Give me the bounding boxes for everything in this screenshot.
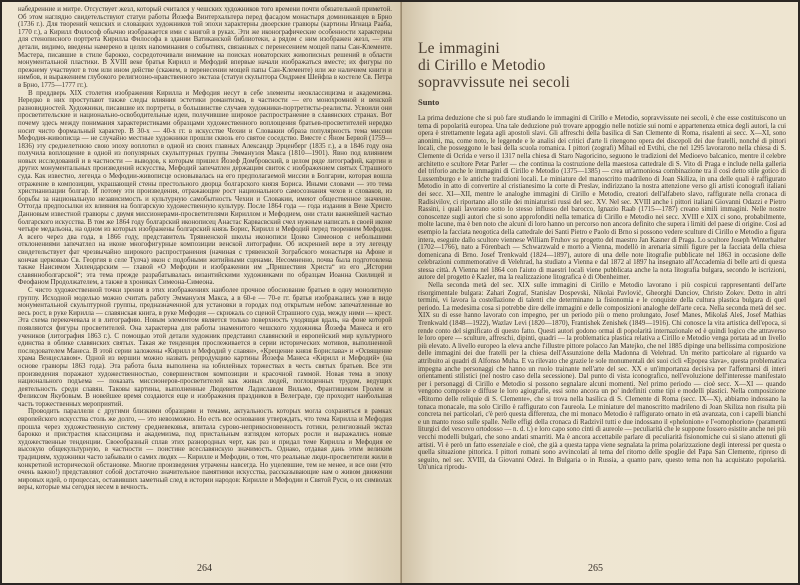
right-paragraph-2: Nella seconda metà del sec. XIX sulle immagini di Cirillo e Metodio lavorano i più cospicui rappresentanti dell'arte risorgimentale bulgara: Zahari Zograf, Stanislav Dospevski, Nikolai Pavlović, Gheorghi Danciov, Christo Zokev. Detto in altri termini, vi lavora la costellazione di talenti che determinano la fisionomia e le conquiste della cultura plastica bulgara di quel periodo. La medesima cosa si potrebbe dire delle immagini e delle composizioni analoghe dell'arte ceca. Nella seconda metà del sec. XIX su di esse hanno lavorato con impegno, per un periodo più o meno prolungato, Josef Manes, Mikolaš Aleš, Josef Mathias Trenkwald (1848—1922), Wazlav Levi (1820—1870), Frantishek Zenishek (1849—1916). Chi conosce la vita artistica dell'epoca, si rende conto del significato di questo fatto. Questi autori godono ormai di popolarità internazionale ed è quindi logico che attraverso le loro opere — sculture, affreschi, dipinti, quadri — la problematica plastica relativa a Cirillo e Metodio venga portata ad un livello più elevato. A livello europeo la eleva anche l'illustre pittore polacco Jan Matejko, che nel 1885 dipinge una bellissima composizione delle immagini dei due fratelli per la chiesa dell'Assunzione della Madonna di Velehrad. Un merito particolare al riguardo va attribuito ai quadri di Alfonso Muha. E va rilevato che grazie le sole monumentali dei suoi cicli «Epopea slava», questa problematica impegna anche personaggi che hanno un ruolo trainante nell'arte del sec. XX e un'importanza decisiva per l'affermarsi di interi orientamenti stilistici (nel nostro caso della secessione). Dal punto di vista iconografico, nell'evoluzione dell'interesse manifestato per i personaggi di Cirillo e Metodio si possono segnalare alcuni momenti. Nel primo periodo — cioè secc. X—XI — quando vengono composte e diffuse le loro agiografie, essi sono ancora un po' indefiniti come tipi e modelli plastici. Nella composizione «Ritorno delle reliquie di S. Clemente», che si trova nella basilica di S. Clemente di Roma (secc. IX—X), abbiamo indossano la tonaca monacale, ma solo Cirillo è raffigurato con l'aureola. Le miniature del manoscritto madrileno di Joan Skiliza non risulta più concreta nei particolari, c'è però questa differenza, che mi monaco Metodio è raffigurato ornato in età avanzata, con i capelli bianchi e un manto rosso sulle spalle. Nelle effigi della cronaca di Radzivil tutti e due indossano il «phelonion» e l'«omophorion» (paramenti liturgici del vescovo ortodosso — n. d. t.) e loro capo sono cinti di aureole — peculiarità che le suppone fossero esistite anche nei più vecchi modelli bulgari, che sono andati smarriti. Ma è ancora accettabile parlare di peculiarità fisionomiche cui si siano attenuti gli artisti. Vi è però un fatto essenziale e cioè, che già a questa tappa viene segnalata la prima polarizzazione degli interessi per questa o quella situazione pittorica. I pittori romani sono avvincolati al tema del ritorno delle spoglie del Papa San Clemente, ripreso di seguito, nel sec. XVIII, da Giovanni Odezi. In Bulgaria o in Russia, a quanto pare, questo tema non ha acquistato popolarità. Un'unica riprodu- <box>418 282 786 472</box>
right-paragraph-1: La prima deduzione che si può fare studiando le immagini di Cirillo e Metodio, sopravvissute nei secoli, è che esse costituiscono un tema di popolarità europea. Una tale deduzione può trovare appoggio nelle notizie sui nomi e appartenenza etnica degli autori, la cui opera è strettamente legata agli apostoli slavi. Gli affreschi della basilica di San Clemente di Roma, risalenti ai secc. X—XI, sono anonimi, ma, come noto, le leggende e le analisi dei critici d'arte li ritengono opera dei discepoli dei due fratelli, nonché di pittori locali, che posseggono le basi della scuola romanica. I pittori (zografi) Mihail ed Evtihi, che nel 1295 lavorarono nella chiesa di S. Clemente di Ocrida e verso il 1317 nella chiesa di Staro Nagoricino, seguono le tradizioni del Medioevo balcanico, mentre il celebre architetto e scultore Petar Parler — che continua la costruzione della maestosa cattedrale di S. Vito di Praga e include nella galleria del triforio anche le immagini di Cirillo e Metodio (1375—1385) — crea un'armoniosa combinazione tra il così detto stile gotico di Lussemburgo e le antiche tradizioni locali. Le miniature del manoscritto madrileno di Joan Skiliza, in una delle quali è raffigurato Metodio in atto di convertire al cristianesimo la corte di Preslav, indirizzano la nostra attenzione verso gli artisti iconografi italiani dei secc. XI—XII, mentre le analoghe immagini di Cirillo e Metodio, creatori dell'alfabeto slavo, raffigurate nella cronaca di Radisivilov, ci riportano allo stile dei miniaturisti russi del sec. XV. Nel sec. XVIII anche i pittori italiani Giovanni Odazzi e Pietro Rassini, i quali lavorano sotto lo stesso influsso del barocco, Ignazio Raab (1715—1787) creano simili immagini. Nelle nostre conoscenze sugli autori che si sono approfonditi nella tematica di Cirillo e Metodio nei secc. XVIII e XIX ci sono, probabilmente, molte lacune, ma è ben noto che alcuni di loro hanno un percorso non ancora definito che supera i limiti del paese di origine. Così ad esempio la facciata neogotica della cattedrale dei Santi Pietro e Paolo di Brno si possono vedere sculture di Cirillo e Metodio a figura intera, eseguite dallo scultore viennese William Fruhov su progetto del maestro Jan Kasner di Praga. Lo scultore Joseph Winterhalter (1702—1766), nato a Förenbach — Schwarzwald e morto a Vienna, modellò in arenaria simili figure per la facciata della chiesa domenicana di Brno. Josef Trenkwald (1824—1897), autore di una delle note litografie pubblicate nel 1863 in occasione delle celebrazioni commemorative di Velehrad, ha studiato a Vienna e dal 1872 al 1897 ha insegnato all'Accademia di belle arti di questa stessa città. A Vienna nel 1864 con l'aiuto di maestri locali viene pubblicata anche la nota litografia bulgara, secondo le iscrizioni, autore del progetto è Kazler, ma la realizzazione litografica è di Obenheimer. <box>418 115 786 282</box>
right-body-text <box>418 115 786 472</box>
left-page <box>2 2 402 583</box>
left-paragraph-2: В преддверь XIX столетия изображения Кирилла и Мефодия несут в себе элементы неоклассицизма и академизма. Нередко в них проступают также следы влияния эстетики романтизма, в частности — его монохромной и венской разновидностей. Художники, писавшие их портреты, в большинстве случаев художники-портретисты-реалисты. Усвоили они просветительские и национально-освободительные идеи, получившие широкое распространение в славянских странах. Вот почему здесь между понимания характеристиками образцами художественного воплощения братьев-просветителей нередко носит чисто формальный характер. В 30-х — 40-х гг. в искусстве Чехии и Словакии образа популярность тема миссии Мефодия-живописца — не случайно местные художники прошли сквозь его святое соседство. Вместе с Яном Бервой (1759—1836) эту среднелетнюю свою эпоху воплотил в одной из своих главных Александр Эрценберг (1835 г.), а в 1846 году она получила воплощение в одной из популярных скульптурных группы Эммануэля Макса (1810—1901). Явно под влиянием новых исследований и в частности — выводов, к которым пришел Йозеф Домбровский, в целом ряде литографий, картин и других монументальных произведений искусства, Мефодий запечатлен держащим свиток с изображением святых Страшного суда. Как известно, легенда о Мефодии-живописце основывалась на его предполагаемой миссии в Болгарии, которая вошла отражение в композиции, украшающей стены престольного дворца болгарского князя Бориса. Иными словами — это тема христианизации болгар. И потому эти произведения, отражающие рост национального самосознания чехов и словаков, из борьбы за национальную независимость и культурную самобытность Чехии и Словакии, имеют общественное значение. Оттогда предпосылки их влияния на болгарскую художественную культуру. После 1864 года — года издания в Вене Христо Данновым известной гравюры с двумя миссионерами-просветителями Кириллом и Мефодием, они стали важнейшей частью болгарского искусства. В том же 1864 году болгарский иконописец Анастас Карвасвский счел нужным написать в своей иконе четыре медальона, на одном из которых изображены болгарский князь Борис, Кирилл и Мефодий перед творением Мефодия. А всего через два года, в 1866 году, представитель Трявненской школы иконописи Цонко Симеонов с небольшими отклонениями запечатлел на иконе многофигурные композиции венской литографии. Об искренней вере в эту легенду свидетельствует фат чрезвычайно широкого распространения (начиная с трявенской Зограбского монастыря на Афоне и кончая церковью Св. Георгия в селе Тулча) икон с подобными житийными сценами. Несомненно, почва была подготовлена также Наисимом Хилендарским — главой «О Мефодии и изображении им „Пришествия Христа“ из его „Истории славянноболгарской“; эта тема прежде разрабатывалась византийскими художниками по образцам Иоанна Скилицей и Феофаном Продолжателем, а также в хрониках Симеона-Симеона. <box>18 89 392 287</box>
left-paragraph-4: Проводить параллели с другими близкими образцами и темами, актуальность которых могла сохраняться в рамках европейского искусства столь же долго, — это невозможно. Но есть все основания утверждать, что тема Кирилла и Мефодия прошла через художественную систему средневековья, впитала сурово-неприкосновенность готики, религиозный экстаз барокко и пристрастия классицизма и академизма, под пристальным взглядом которых росли и выражались новые художественные тенденции. Своеобразный сплав этих разнородных черт, как раз и придал теме Кирилла и Мефодия ее высокую общекультурную, в частности — поистине всеславянскую значимость. Однако, отдавая дань этим великим традициям, художники часто забывали о самих людях — Кирилле и Мефодии, о том, что реальные люди-просветители жили в конкретной исторической обстановке. Многие произведения утрачены навсегда. Но уцелевшие, тем не менее, и все они (что очень важно!) представляют собой достаточно значительное памятники искусства, рассказывающие нам о живом движении мировых идей, о процессах, оставивших заметный след в истории народов: Кирилле и Мефодии и Святой Руси, о их символах веры, которые мы сегодня несем в вечность. <box>18 408 392 492</box>
chapter-title-line-1: Le immagini <box>418 40 500 57</box>
left-paragraph-3: С чисто художественной точки зрения в этих изображениях наиболее прочное обоснование братьев в одну монолитную группу. Исходной моделью можно считать работу Эммануэля Макса, а в 60-е — 70-е гг. братья изображались уже в виде монументальной скульптурной группы, предназначенной для установки в городах под открытым небом: запечатленные во весь рост, в руке Кирилла — славянская книга, в руке Мефодия — скрижаль со сценой Страшного суда, между ними — крест. Эта схема перекочевала и в литографию. Новым элементом является только поверхность уходящая вдаль, на фоне которой появляются фигуры просветителей. Она характерна для работы знаменитого чешского художника Йозефа Манеса и его учеников (литография 1863 г.). С помощью этой детали художник представил славянский и европейский мир культурного единства в облике славянских святых. Такая же тенденция прослеживается в серии исторических мотивов, выполненной последователем Манеса. В этой серии заложены «Кирилл и Мефодий у славян», «Крещение князя Борислава» и «Освящение храма Венцеславом». Одной из вершин можно назвать репродукцию картины Йозефа Манеса «Кирилл и Мефодий» (на основе гравюры 1863 года). Эта работа была выполнена на юбилейных торжествах в честь святых братьев. Все эти произведения поражают художественностью, совершенством композиции и красочной гаммой. Новая тема в эпоху национального подъема — показать миссионеров-просветителей как живых людей, поглощенных трудом, ведущих деятельность среди славян. Таковы картины, выполненные Людевитом Ладиславом Вильмо, Франтишеком Гролем и Феликсом Якубовым. В новейшее время создаются еще и изображения праздников в Велеграде, где проходит наибольшая часть торжественных мероприятий. <box>18 286 392 408</box>
chapter-title-line-2: di Cirillo e Metodio <box>418 57 546 74</box>
left-page-number: 264 <box>197 563 212 574</box>
right-page <box>402 2 798 583</box>
chapter-title-line-3: sopravvissute nei secoli <box>418 74 571 91</box>
book-spread <box>2 2 798 583</box>
section-heading: Sunto <box>418 97 440 107</box>
chapter-title <box>418 40 786 91</box>
left-body-text <box>18 6 392 492</box>
right-page-number: 265 <box>588 563 603 574</box>
left-paragraph-1: набедренние и митре. Отсуствует жезл, который считался у чешских художников того времени почти обязательной приметой. Об этом наглядно свидетельствуют статуи работы Йозефа Винтерхальтера перед фасадом монастыря доминиканцев в Брно (1736 г.). Для творений чешских и словацких художников той эпохи характерны двоерские гравюры (картины Игнаца Рааба, 1770 г.), а Кирилл Философ обычно изображается ими с книгой в руках. Эти же иконографические особенности характерны для стенописного портрета Кирилла Философа в здании Ватиканской библиотеки, а рядом с ним изображен жезл, — эти детали, видимо, введены намерено в целях напоминания о событиях, связанных с перенесением мощей папы Сан-Клементе. Мастера, писавшие в стиле барокко, сосредоточивали внимание на поисках новаторских живописных решений в области монументальной пластики. В XVIII веке братья Кирилл и Мефодий впервые начали изображаться вместе; их фигуры по прежнему участвуют в том или ином действе (скажем, в перенесении мощей папы Сан-Клементе) или же наличием книги и нимбов, и выражением глубокого религиозно-нравственного экстаза (статуи скульптора Ондржея Шейфла в костеле Св. Петра в Брно, 1775—1777 гг.). <box>18 6 392 89</box>
